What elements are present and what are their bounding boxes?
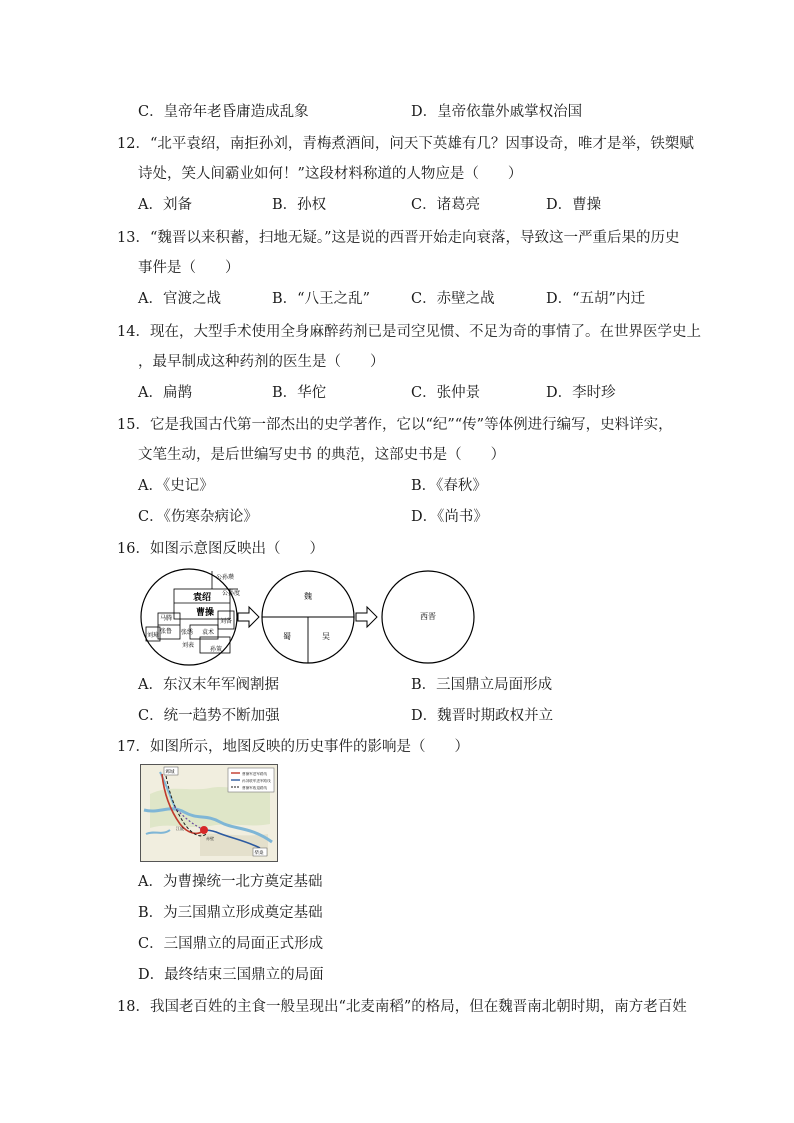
question-15-stem-cont: 文笔生动，是后世编写史书 的典范，这部史书是（ ）: [138, 447, 506, 463]
label-wei: 魏: [304, 592, 312, 601]
q17-option-b: B．为三国鼎立形成奠定基础: [138, 905, 323, 921]
battle-of-chibi-map: [140, 764, 278, 862]
label-gongsun-zan: 公孙瓒: [216, 574, 235, 581]
legend-item: 孙刘联军进军路线: [242, 779, 271, 783]
q15-option-d: D．《尚书》: [411, 509, 488, 525]
q13-option-a: A．官渡之战: [138, 291, 221, 307]
question-12-stem: 12．“北平袁绍，南拒孙刘，青梅煮酒间，问天下英雄有几？因事设奇，唯才是举，铁槊赋: [117, 136, 694, 152]
label-yuan-shao: 袁绍: [193, 593, 212, 603]
label-zhang-lu: 张鲁: [160, 628, 173, 635]
q13-option-c: C．赤壁之战: [411, 291, 495, 307]
label-jiangling: 江陵: [176, 826, 184, 831]
q15-option-b: B．《春秋》: [411, 478, 487, 494]
arrow-right-icon: [238, 607, 259, 627]
q17-option-d: D．最终结束三国鼎立的局面: [138, 967, 324, 983]
label-yuan-shu: 袁术: [202, 629, 215, 636]
question-13-stem-cont: 事件是（ ）: [138, 260, 240, 276]
q14-option-c: C．张仲景: [411, 385, 481, 401]
question-17-stem: 17．如图所示，地图反映的历史事件的影响是（ ）: [117, 739, 469, 755]
question-12-stem-cont: 诗处，笑人间霸业如何！”这段材料称道的人物应是（ ）: [138, 166, 523, 182]
option-d: D．皇帝依靠外戚掌权治国: [411, 104, 583, 120]
label-western-jin: 西晋: [420, 612, 436, 621]
q15-option-c: C．《伤寒杂病论》: [138, 509, 258, 525]
q16-option-a: A．东汉末年军阀割据: [138, 677, 279, 693]
q12-option-d: D．曹操: [546, 197, 602, 213]
label-shu: 蜀: [283, 632, 291, 641]
q16-option-c: C．统一趋势不断加强: [138, 708, 280, 724]
label-liu-zhang: 刘璋: [147, 632, 160, 639]
q16-option-d: D．魏晋时期政权并立: [411, 708, 554, 724]
warlords-to-three-kingdoms-diagram: [138, 567, 478, 667]
label-gongsun-du: 公孙度: [222, 590, 241, 597]
label-ye-city: 邺城: [165, 770, 175, 775]
q17-option-a: A．为曹操统一北方奠定基础: [138, 874, 323, 890]
question-13-stem: 13．“魏晋以来积蓄，扫地无疑。”这是说的西晋开始走向衰落，导致这一严重后果的历史: [117, 230, 680, 246]
q14-option-d: D．李时珍: [546, 385, 616, 401]
question-16-stem: 16．如图示意图反映出（ ）: [117, 541, 324, 557]
q13-option-d: D．“五胡”内迁: [546, 291, 645, 307]
warlords-circle: [141, 569, 237, 665]
q12-option-b: B．孙权: [272, 197, 327, 213]
q14-option-a: A．扁鹊: [138, 385, 192, 401]
label-chibi: 赤壁: [206, 836, 214, 841]
arrow-right-icon: [356, 607, 377, 627]
option-c: C．皇帝年老昏庸造成乱象: [138, 104, 309, 120]
label-chaisang: 柴桑: [254, 851, 264, 856]
q16-option-b: B．三国鼎立局面形成: [411, 677, 553, 693]
q12-option-a: A．刘备: [138, 197, 192, 213]
question-14-stem-cont: ，最早制成这种药剂的医生是（ ）: [138, 354, 385, 370]
legend-item: 曹操军进军路线: [242, 772, 268, 776]
label-cao-cao: 曹操: [196, 608, 215, 618]
question-15-stem: 15．它是我国古代第一部杰出的史学著作，它以“纪”“传”等体例进行编写，史料详实，: [117, 417, 673, 433]
q12-option-c: C．诸葛亮: [411, 197, 481, 213]
q14-option-b: B．华佗: [272, 385, 327, 401]
label-liu-bei: 刘备: [220, 618, 233, 625]
label-ma-teng: 马腾: [160, 615, 173, 622]
q17-option-c: C．三国鼎立的局面正式形成: [138, 936, 324, 952]
label-wu: 吴: [322, 632, 330, 641]
battle-site-marker: [200, 826, 208, 834]
q13-option-b: B．“八王之乱”: [272, 291, 370, 307]
q15-option-a: A．《史记》: [138, 478, 214, 494]
label-sun-ce: 孙策: [210, 646, 223, 653]
question-14-stem: 14．现在，大型手术使用全身麻醉药剂已是司空见惯、不足为奇的事情了。在世界医学史上: [117, 324, 701, 340]
legend-item: 曹操军败退路线: [242, 786, 268, 790]
label-liu-biao: 刘表: [182, 642, 195, 649]
question-18-stem: 18．我国老百姓的主食一般呈现出“北麦南稻”的格局，但在魏晋南北朝时期，南方老百姓: [117, 999, 687, 1015]
label-zhang-xiu: 张绣: [181, 629, 194, 636]
